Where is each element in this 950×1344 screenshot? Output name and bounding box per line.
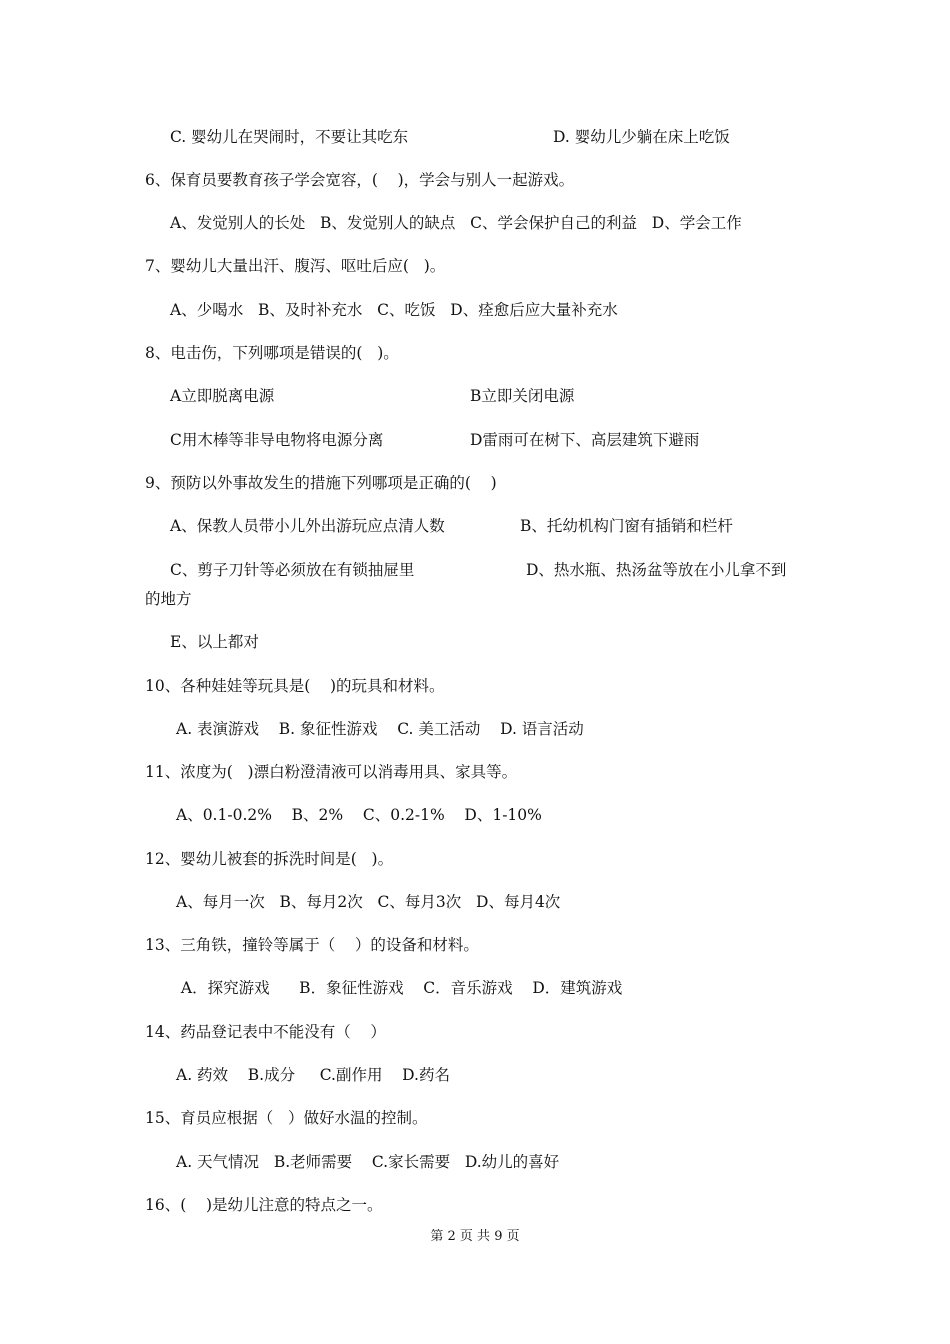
question-7-options: A、少喝水 B、及时补充水 C、吃饭 D、痊愈后应大量补充水 <box>170 301 618 319</box>
question-8-option-b: B立即关闭电源 <box>470 387 575 405</box>
question-6-options: A、发觉别人的长处 B、发觉别人的缺点 C、学会保护自己的利益 D、学会工作 <box>170 214 742 232</box>
question-10-options: A. 表演游戏 B. 象征性游戏 C. 美工活动 D. 语言活动 <box>176 720 584 738</box>
question-12: 12、婴幼儿被套的拆洗时间是( )。 <box>145 850 394 868</box>
page-number-footer: 第 2 页 共 9 页 <box>430 1229 520 1244</box>
question-9-option-d-continued: 的地方 <box>145 590 192 608</box>
question-8: 8、电击伤，下列哪项是错误的( )。 <box>145 344 399 362</box>
question-15: 15、育员应根据（ ）做好水温的控制。 <box>145 1109 428 1127</box>
question-7: 7、婴幼儿大量出汗、腹泻、呕吐后应( )。 <box>145 257 446 275</box>
question-12-options: A、每月一次 B、每月2次 C、每月3次 D、每月4次 <box>176 893 561 911</box>
question-9-option-c: C、剪子刀针等必须放在有锁抽屉里 <box>170 561 415 579</box>
question-11-options: A、0.1-0.2% B、2% C、0.2-1% D、1-10% <box>176 806 542 824</box>
question-14-options: A. 药效 B.成分 C.副作用 D.药名 <box>176 1066 450 1084</box>
question-8-option-c: C用木棒等非导电物将电源分离 <box>170 431 384 449</box>
question-6: 6、保育员要教育孩子学会宽容，( )，学会与别人一起游戏。 <box>145 171 575 189</box>
question-16: 16、( )是幼儿注意的特点之一。 <box>145 1196 383 1214</box>
question-14: 14、药品登记表中不能没有（ ） <box>145 1023 386 1041</box>
question-9-option-a: A、保教人员带小儿外出游玩应点清人数 <box>170 517 445 535</box>
option-line-d: D. 婴幼儿少躺在床上吃饭 <box>553 128 730 146</box>
option-line-c: C. 婴幼儿在哭闹时，不要让其吃东 <box>170 128 409 146</box>
question-9: 9、预防以外事故发生的措施下列哪项是正确的( ) <box>145 474 497 492</box>
question-8-option-a: A立即脱离电源 <box>170 387 275 405</box>
question-9-option-d: D、热水瓶、热汤盆等放在小儿拿不到 <box>526 561 787 579</box>
question-13-options: A．探究游戏 B．象征性游戏 C．音乐游戏 D．建筑游戏 <box>176 979 623 997</box>
question-15-options: A. 天气情况 B.老师需要 C.家长需要 D.幼儿的喜好 <box>176 1153 560 1171</box>
question-11: 11、浓度为( )漂白粉澄清液可以消毒用具、家具等。 <box>145 763 518 781</box>
question-10: 10、各种娃娃等玩具是( )的玩具和材料。 <box>145 677 445 695</box>
question-9-option-e: E、以上都对 <box>170 633 259 651</box>
question-13: 13、三角铁，撞铃等属于（ ）的设备和材料。 <box>145 936 479 954</box>
question-9-option-b: B、托幼机构门窗有插销和栏杆 <box>520 517 733 535</box>
question-8-option-d: D雷雨可在树下、高层建筑下避雨 <box>470 431 700 449</box>
